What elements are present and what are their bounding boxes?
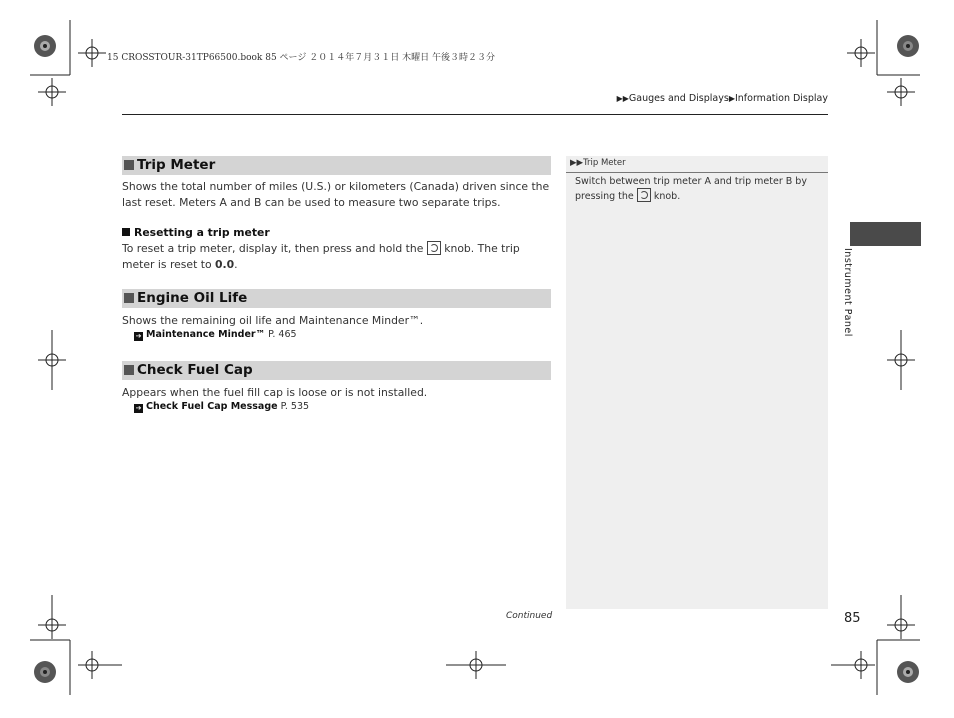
sidebar-note-text (575, 175, 815, 203)
chapter-tab-label: Instrument Panel (842, 248, 853, 337)
subheading-text: Resetting a trip meter (134, 226, 270, 239)
subsection-body (122, 241, 554, 273)
sidebar-note-text-pre: Switch between trip meter A and trip meter B by pressing the (575, 176, 807, 202)
section-title: Trip Meter (137, 157, 216, 173)
end-punct: . (234, 258, 238, 271)
section-header-check-fuel-cap (122, 361, 551, 380)
section-header-engine-oil-life (122, 289, 551, 308)
xref-arrow-icon: ➔ (135, 332, 142, 340)
breadcrumb-arrow-icon: ▶ (728, 94, 735, 103)
section-title: Engine Oil Life (137, 290, 248, 306)
xref-title: Maintenance Minder™ (146, 329, 266, 340)
section-square-icon (124, 293, 134, 303)
section-header-trip-meter (122, 156, 551, 175)
cross-reference-link[interactable] (134, 401, 309, 413)
chapter-tab (850, 222, 921, 246)
sidebar-note-text-post: knob. (653, 191, 681, 202)
sidebar-note-title: Trip Meter (583, 158, 626, 168)
breadcrumb-part: Gauges and Displays (628, 93, 729, 104)
section-body: Appears when the fuel fill cap is loose or is not installed. (122, 386, 428, 399)
print-header: 15 CROSSTOUR-31TP66500.book 85 ページ ２０１４年７月３１日 木曜日 午後３時２３分 (107, 53, 495, 63)
xref-page: P. 465 (268, 329, 297, 340)
breadcrumb (617, 93, 828, 104)
note-arrow-icon: ▶▶ (570, 158, 584, 168)
section-title: Check Fuel Cap (137, 362, 253, 378)
section-square-icon (124, 365, 134, 375)
xref-arrow-icon: ➔ (135, 404, 142, 412)
header-rule (122, 114, 828, 115)
breadcrumb-arrow-icon: ▶▶ (616, 94, 629, 103)
section-body: Shows the remaining oil life and Maintenance Minder™. (122, 314, 424, 327)
xref-title: Check Fuel Cap Message (146, 401, 278, 412)
xref-page: P. 535 (280, 401, 310, 412)
knob-icon (637, 188, 651, 202)
subheading-square-icon (122, 228, 130, 236)
reset-value: 0.0 (215, 258, 235, 271)
section-square-icon (124, 160, 134, 170)
cross-reference-link[interactable] (134, 329, 297, 341)
sidebar-note-heading (570, 158, 626, 168)
reset-instruction-text: To reset a trip meter, display it, then press and hold the (122, 242, 424, 255)
knob-icon (427, 241, 441, 255)
sidebar-note (566, 156, 828, 609)
section-body: Shows the total number of miles (U.S.) or kilometers (Canada) driven since the last reset. Meters A and B can be used to measure two separate trips. (122, 180, 550, 209)
breadcrumb-part: Information Display (734, 93, 828, 104)
reset-instruction-text-2: knob. The trip meter is reset to (122, 242, 520, 271)
page-number: 85 (844, 611, 861, 626)
continued-label: Continued (506, 611, 553, 621)
subheading (122, 226, 270, 239)
